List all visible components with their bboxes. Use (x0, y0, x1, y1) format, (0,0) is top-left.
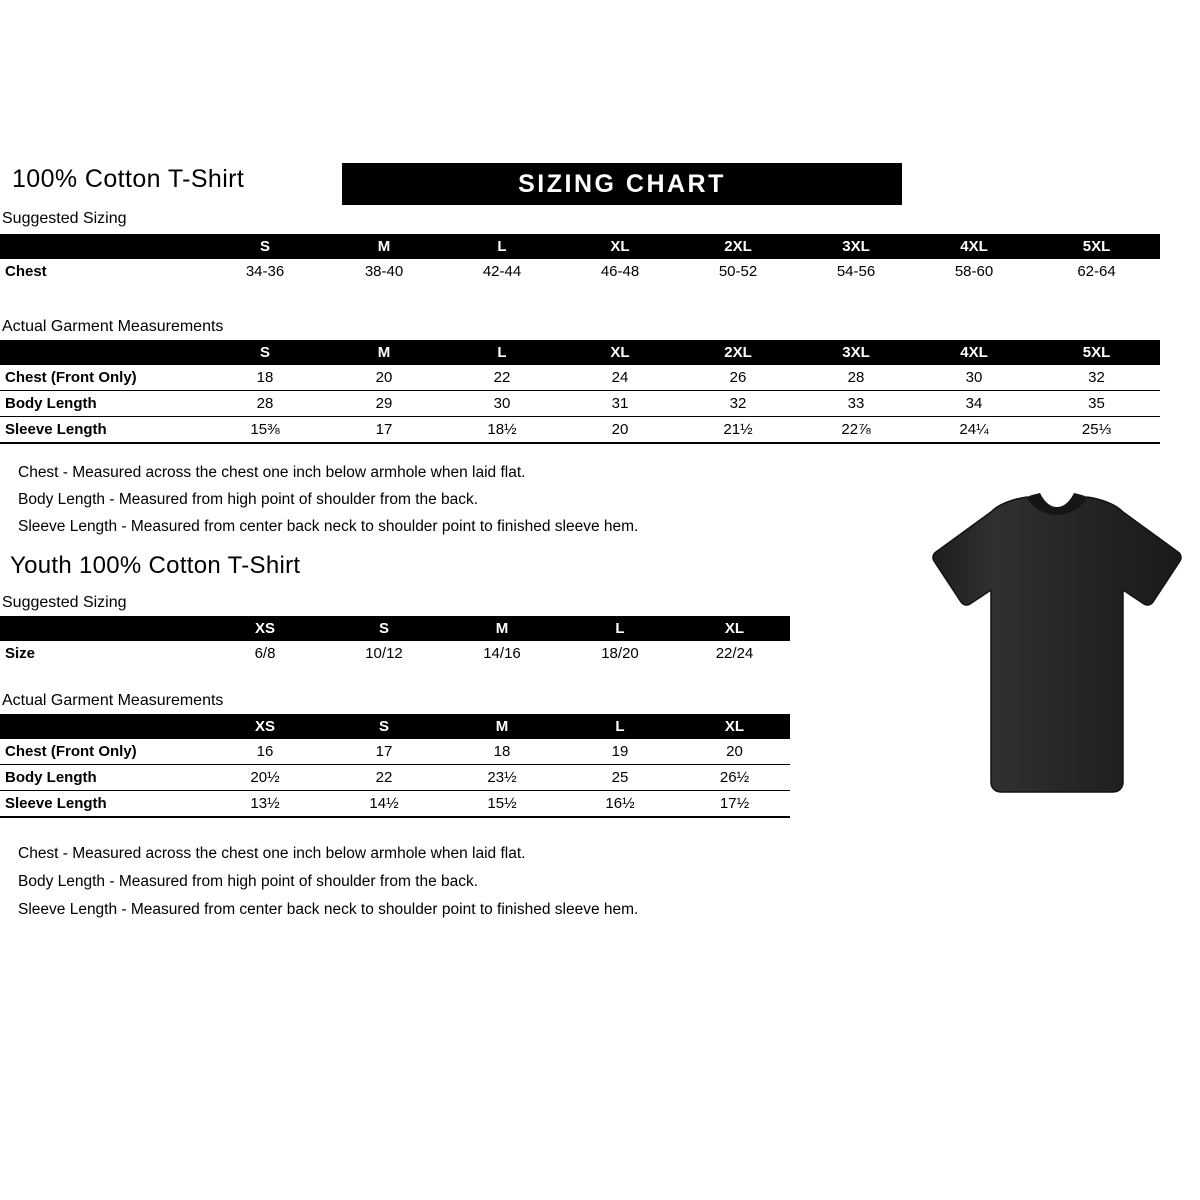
youth-actual-row2-cell3: 16½ (561, 791, 679, 818)
adult-actual-row1-cell0: 28 (205, 391, 325, 417)
youth-actual-row1-cell1: 22 (325, 765, 443, 791)
adult-suggested-row0-cell7: 62-64 (1077, 263, 1116, 280)
adult-suggested-header-4: XL (561, 234, 679, 259)
youth-actual-header-0 (0, 714, 205, 739)
adult-actual-header-6: 3XL (797, 340, 915, 365)
adult-suggested-row0-label: Chest (5, 263, 47, 280)
adult-actual-row2-cell2: 18½ (443, 417, 561, 444)
youth-actual-row1-cell4: 26½ (679, 765, 790, 791)
table-row (0, 365, 1160, 391)
youth-suggested-row0-cell4: 22/24 (715, 645, 754, 662)
adult-suggested-row0-cell0: 34-36 (245, 263, 285, 280)
adult-actual-header-0 (0, 340, 205, 365)
adult-note-chest: Chest - Measured across the chest one inch below armhole when laid flat. (18, 464, 526, 481)
youth-suggested-label: Suggested Sizing (2, 594, 127, 611)
youth-actual-row1-cell0: 20½ (205, 765, 325, 791)
table-row (0, 765, 790, 791)
adult-actual-row1-cell1: 29 (325, 391, 443, 417)
adult-actual-row2-label: Sleeve Length (0, 417, 205, 444)
adult-actual-row1-cell4: 32 (679, 391, 797, 417)
adult-actual-row0-cell7: 32 (1033, 365, 1160, 391)
adult-suggested-header-2: M (325, 234, 443, 259)
tshirt-icon (895, 490, 1185, 810)
youth-actual-label: Actual Garment Measurements (2, 692, 224, 709)
table-row (0, 739, 790, 765)
adult-suggested-table (0, 234, 1160, 284)
table-row (0, 641, 790, 666)
youth-suggested-table (0, 616, 790, 666)
adult-suggested-header-8: 5XL (1033, 234, 1160, 259)
youth-suggested-row0-cell1: 10/12 (365, 645, 403, 662)
youth-suggested-header-0 (0, 616, 205, 641)
adult-actual-row2-cell3: 20 (561, 417, 679, 444)
youth-actual-table (0, 714, 790, 818)
youth-note-sleeve-length: Sleeve Length - Measured from center back neck to shoulder point to finished sleeve hem. (18, 901, 639, 918)
youth-suggested-header-row (0, 616, 790, 641)
youth-suggested-row0-cell3: 18/20 (601, 645, 639, 662)
youth-actual-row0-cell4: 20 (679, 739, 790, 765)
adult-actual-table (0, 340, 1160, 444)
adult-actual-row1-cell6: 34 (915, 391, 1033, 417)
youth-suggested-header-5: XL (679, 616, 790, 641)
table-row (0, 791, 790, 818)
youth-suggested-row0-cell0: 6/8 (254, 645, 276, 662)
youth-actual-header-2: S (325, 714, 443, 739)
adult-note-body-length: Body Length - Measured from high point of shoulder from the back. (18, 491, 479, 508)
adult-actual-row0-cell5: 28 (797, 365, 915, 391)
adult-actual-header-2: M (325, 340, 443, 365)
adult-actual-row2-cell4: 21½ (679, 417, 797, 444)
adult-suggested-row0-cell1: 38-40 (364, 263, 404, 280)
adult-actual-header-1: S (205, 340, 325, 365)
adult-actual-row2-cell5: 22⅞ (797, 417, 915, 444)
adult-actual-header-8: 5XL (1033, 340, 1160, 365)
youth-actual-row2-label: Sleeve Length (0, 791, 205, 818)
adult-suggested-header-5: 2XL (679, 234, 797, 259)
youth-actual-row2-cell1: 14½ (325, 791, 443, 818)
youth-actual-row0-label: Chest (Front Only) (0, 739, 205, 765)
adult-actual-row1-cell5: 33 (797, 391, 915, 417)
youth-actual-row0-cell3: 19 (561, 739, 679, 765)
adult-actual-row0-cell6: 30 (915, 365, 1033, 391)
adult-actual-row0-cell0: 18 (205, 365, 325, 391)
youth-actual-row2-cell0: 13½ (205, 791, 325, 818)
table-row (0, 417, 1160, 444)
adult-suggested-row0-cell5: 54-56 (836, 263, 876, 280)
sizing-chart-banner-label: SIZING CHART (518, 169, 726, 198)
youth-actual-header-4: L (561, 714, 679, 739)
youth-section-title: Youth 100% Cotton T-Shirt (10, 552, 301, 579)
adult-actual-row2-cell6: 24¼ (915, 417, 1033, 444)
adult-actual-row2-cell1: 17 (325, 417, 443, 444)
adult-note-sleeve-length: Sleeve Length - Measured from center back neck to shoulder point to finished sleeve hem. (18, 518, 639, 535)
adult-suggested-header-7: 4XL (915, 234, 1033, 259)
youth-suggested-row0-label: Size (5, 645, 36, 662)
youth-actual-row1-cell3: 25 (561, 765, 679, 791)
adult-actual-row0-label: Chest (Front Only) (0, 365, 205, 391)
youth-actual-row0-cell2: 18 (443, 739, 561, 765)
adult-actual-header-4: XL (561, 340, 679, 365)
adult-suggested-row0-cell3: 46-48 (600, 263, 640, 280)
youth-actual-row0-cell0: 16 (205, 739, 325, 765)
table-row (0, 391, 1160, 417)
youth-actual-row1-cell2: 23½ (443, 765, 561, 791)
adult-actual-header-7: 4XL (915, 340, 1033, 365)
youth-suggested-header-3: M (443, 616, 561, 641)
adult-section-title: 100% Cotton T-Shirt (12, 165, 245, 193)
adult-actual-row1-cell3: 31 (561, 391, 679, 417)
adult-actual-header-5: 2XL (679, 340, 797, 365)
youth-suggested-header-4: L (561, 616, 679, 641)
adult-actual-header-3: L (443, 340, 561, 365)
adult-actual-row0-cell3: 24 (561, 365, 679, 391)
adult-actual-row0-cell1: 20 (325, 365, 443, 391)
youth-actual-row0-cell1: 17 (325, 739, 443, 765)
adult-actual-row0-cell2: 22 (443, 365, 561, 391)
youth-note-chest: Chest - Measured across the chest one inch below armhole when laid flat. (18, 845, 526, 862)
youth-actual-header-1: XS (205, 714, 325, 739)
youth-suggested-header-2: S (325, 616, 443, 641)
adult-suggested-label: Suggested Sizing (2, 210, 127, 227)
adult-suggested-row0-cell4: 50-52 (718, 263, 758, 280)
adult-actual-row1-cell7: 35 (1033, 391, 1160, 417)
youth-actual-row1-label: Body Length (0, 765, 205, 791)
adult-suggested-header-row (0, 234, 1160, 259)
adult-actual-row2-cell0: 15⅜ (205, 417, 325, 444)
sizing-chart-banner (342, 163, 902, 205)
adult-actual-row1-label: Body Length (0, 391, 205, 417)
youth-actual-row2-cell2: 15½ (443, 791, 561, 818)
adult-suggested-header-3: L (443, 234, 561, 259)
adult-suggested-header-6: 3XL (797, 234, 915, 259)
youth-actual-header-row (0, 714, 790, 739)
adult-actual-row0-cell4: 26 (679, 365, 797, 391)
tshirt-image (895, 490, 1185, 810)
youth-note-body-length: Body Length - Measured from high point of shoulder from the back. (18, 873, 479, 890)
adult-suggested-row0-cell2: 42-44 (482, 263, 522, 280)
adult-suggested-row0-cell6: 58-60 (954, 263, 994, 280)
adult-actual-label: Actual Garment Measurements (2, 318, 224, 335)
youth-suggested-row0-cell2: 14/16 (483, 645, 521, 662)
youth-actual-row2-cell4: 17½ (679, 791, 790, 818)
youth-actual-header-5: XL (679, 714, 790, 739)
youth-actual-header-3: M (443, 714, 561, 739)
youth-suggested-header-1: XS (205, 616, 325, 641)
adult-actual-row1-cell2: 30 (443, 391, 561, 417)
adult-suggested-header-1: S (205, 234, 325, 259)
table-row (0, 259, 1160, 284)
adult-suggested-header-0 (0, 234, 205, 259)
adult-actual-header-row (0, 340, 1160, 365)
adult-actual-row2-cell7: 25⅓ (1033, 417, 1160, 444)
